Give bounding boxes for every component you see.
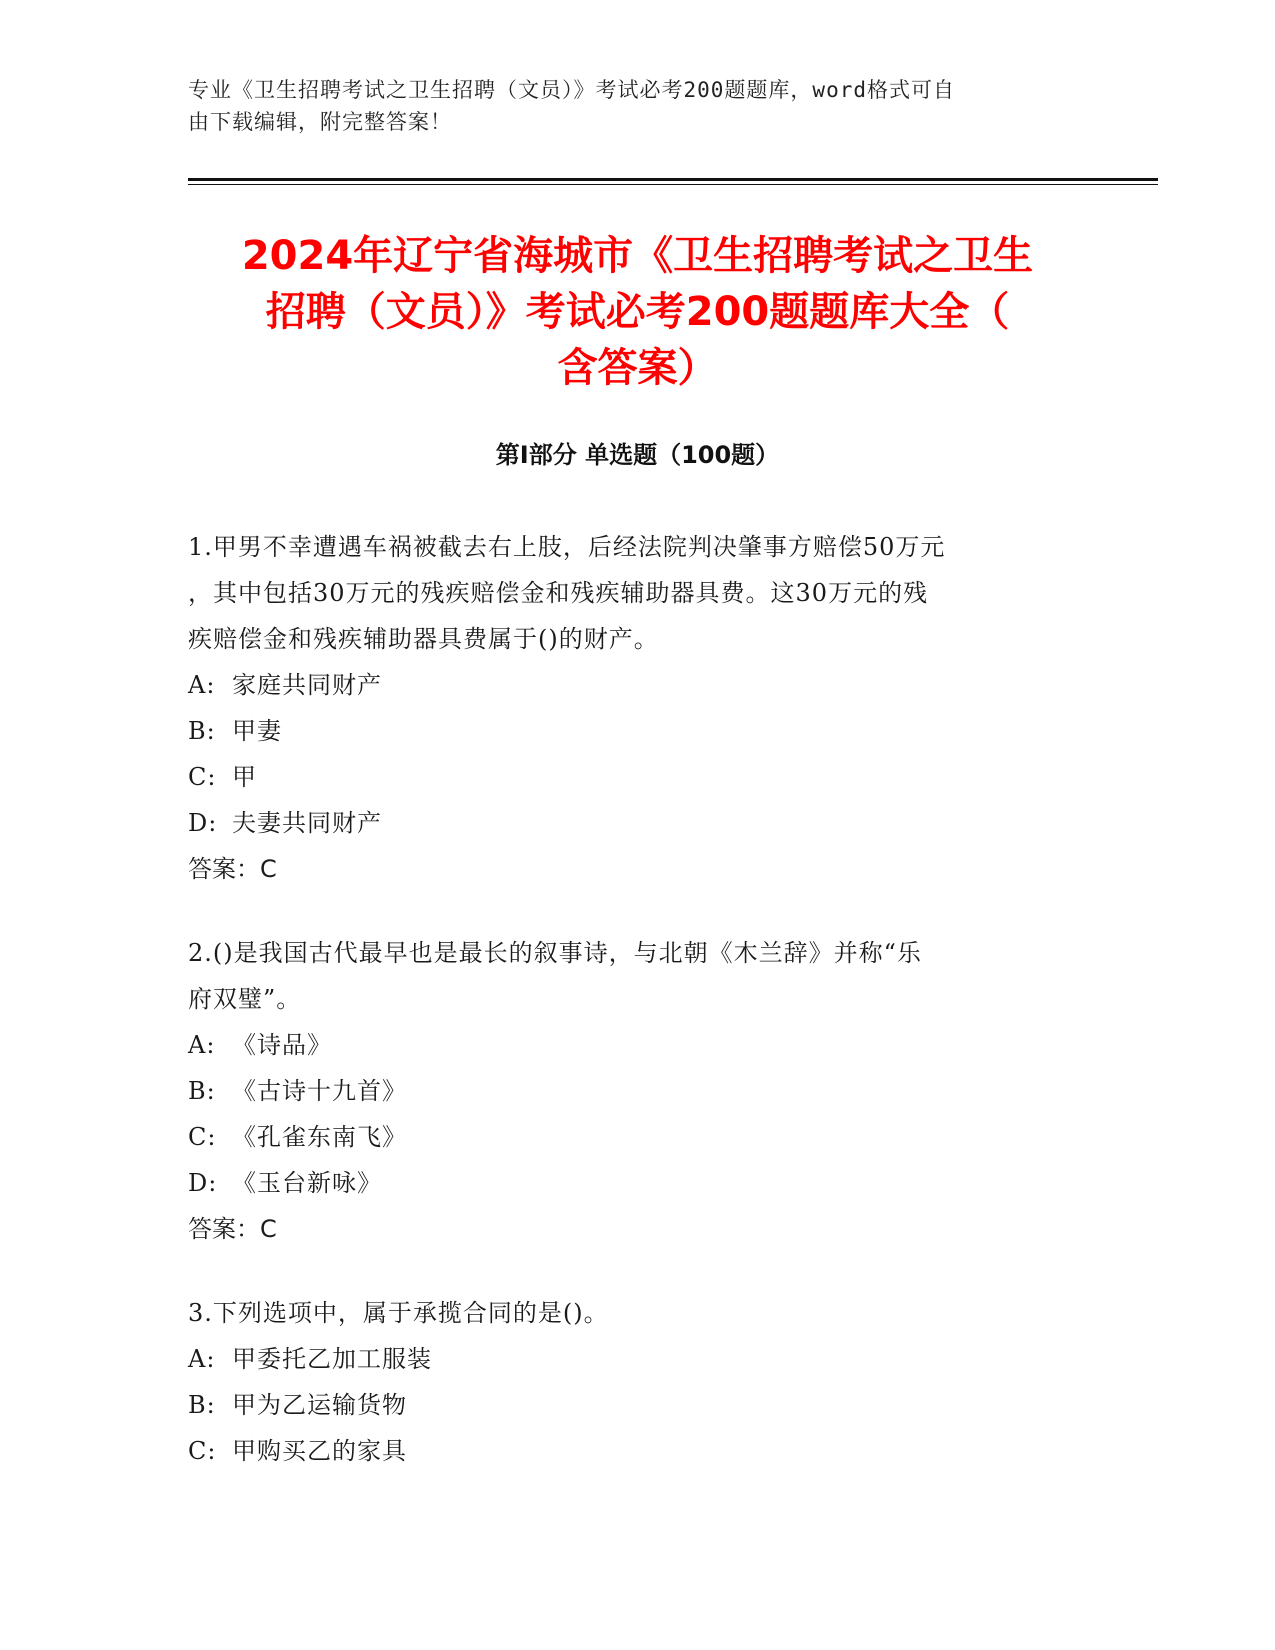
question-stem <box>188 930 1078 1022</box>
header-note-line: 专业《卫生招聘考试之卫生招聘（文员）》考试必考200题题库，word格式可自 <box>188 78 955 102</box>
option-key: A: <box>188 1031 216 1059</box>
option-key: D: <box>188 1169 218 1197</box>
option-key: B: <box>188 1391 216 1419</box>
option-c <box>188 1428 1078 1474</box>
option-text: 夫妻共同财产 <box>232 809 382 837</box>
option-text: 甲购买乙的家具 <box>232 1437 407 1465</box>
option-key: B: <box>188 717 216 745</box>
option-text: 《玉台新咏》 <box>232 1169 382 1197</box>
stem-line: 府双璧”。 <box>188 985 302 1013</box>
title-line: 含答案） <box>557 345 718 391</box>
option-text: 《孔雀东南飞》 <box>232 1123 407 1151</box>
option-c <box>188 754 1078 800</box>
option-text: 《诗品》 <box>232 1031 332 1059</box>
option-key: A: <box>188 1345 216 1373</box>
option-a <box>188 1022 1078 1068</box>
option-key: D: <box>188 809 218 837</box>
header-note-line: 由下载编辑，附完整答案！ <box>188 110 452 134</box>
answer: 答案：C <box>188 855 277 883</box>
question-stem <box>188 524 1078 662</box>
stem-line: 2.()是我国古代最早也是最长的叙事诗，与北朝《木兰辞》并称“乐 <box>188 939 922 967</box>
header-note <box>188 74 1068 138</box>
option-key: A: <box>188 671 216 699</box>
option-d <box>188 800 1078 846</box>
stem-line: 1.甲男不幸遭遇车祸被截去右上肢，后经法院判决肇事方赔偿50万元 <box>188 533 946 561</box>
question-3 <box>188 1290 1078 1474</box>
question-stem <box>188 1290 1078 1336</box>
question-2 <box>188 930 1078 1252</box>
option-c <box>188 1114 1078 1160</box>
stem-line: 3.下列选项中，属于承揽合同的是()。 <box>188 1299 609 1327</box>
answer: 答案：C <box>188 1215 277 1243</box>
question-1 <box>188 524 1078 892</box>
option-key: C: <box>188 763 217 791</box>
option-b <box>188 708 1078 754</box>
title-line: 招聘（文员）》考试必考200题题库大全（ <box>265 289 1010 335</box>
option-text: 《古诗十九首》 <box>232 1077 407 1105</box>
document-title <box>150 228 1125 396</box>
option-text: 甲为乙运输货物 <box>232 1391 407 1419</box>
option-a <box>188 1336 1078 1382</box>
option-key: C: <box>188 1437 217 1465</box>
option-key: B: <box>188 1077 216 1105</box>
header-rule-thin <box>188 184 1158 185</box>
option-b <box>188 1068 1078 1114</box>
question-list <box>188 524 1078 1512</box>
option-b <box>188 1382 1078 1428</box>
option-a <box>188 662 1078 708</box>
option-text: 甲妻 <box>232 717 282 745</box>
option-d <box>188 1160 1078 1206</box>
title-line: 2024年辽宁省海城市《卫生招聘考试之卫生 <box>241 233 1034 279</box>
option-key: C: <box>188 1123 217 1151</box>
stem-line: 疾赔偿金和残疾辅助器具费属于()的财产。 <box>188 625 659 653</box>
option-text: 甲委托乙加工服装 <box>232 1345 432 1373</box>
header-rule-thick <box>188 178 1158 181</box>
option-text: 家庭共同财产 <box>232 671 382 699</box>
section-heading: 第Ⅰ部分 单选题（100题） <box>495 441 780 469</box>
option-text: 甲 <box>232 763 257 791</box>
stem-line: ，其中包括30万元的残疾赔偿金和残疾辅助器具费。这30万元的残 <box>188 579 929 607</box>
